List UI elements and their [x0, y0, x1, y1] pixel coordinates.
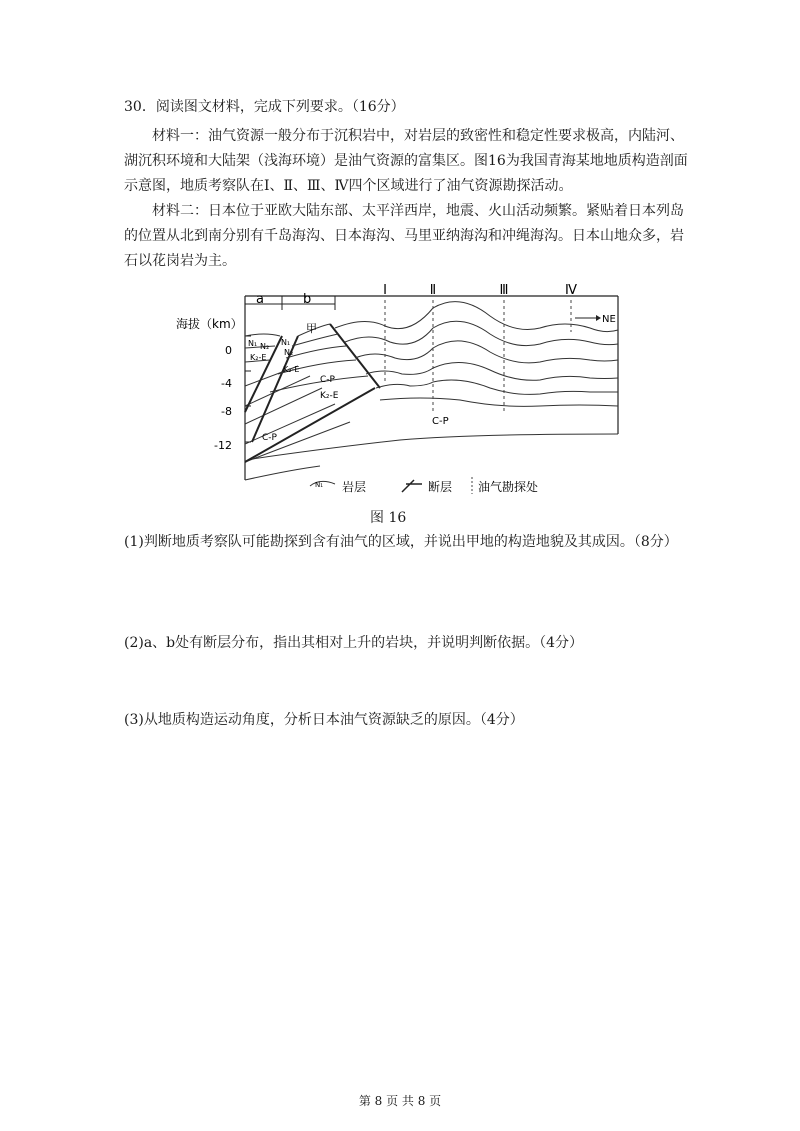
layer-label: K₂-E	[250, 353, 267, 362]
layer-label: C-P	[320, 375, 335, 385]
layer-label: K₂-E	[320, 391, 339, 401]
direction-label: NE	[602, 314, 616, 325]
legend-exploration: 油气勘探处	[478, 480, 539, 494]
ytick-label: -12	[214, 439, 232, 452]
rock-layer	[245, 404, 335, 444]
figure-caption: 图 16	[370, 510, 407, 526]
base-layer	[245, 466, 320, 480]
layer-label: N₂	[284, 348, 294, 357]
ytick-label: 0	[225, 344, 232, 357]
fold-layer	[380, 398, 618, 406]
rock-layer	[245, 388, 322, 424]
region-label-I: Ⅰ	[383, 284, 387, 298]
layer-label: N₂	[260, 342, 270, 351]
arrow-head	[596, 315, 601, 321]
region-label-IV: Ⅳ	[565, 284, 577, 298]
fold-layer	[376, 380, 618, 394]
geologic-cross-section-figure	[170, 284, 630, 504]
sub-question-2: (2)a、b处有断层分布，指出其相对上升的岩块，并说明判断依据。（4分）	[124, 635, 584, 651]
ytick-label: -8	[221, 405, 232, 418]
base-layer	[252, 434, 618, 459]
ytick-label: -4	[221, 377, 232, 390]
region-label-II: Ⅱ	[429, 284, 437, 298]
legend-fault-icon	[402, 480, 422, 492]
cross-section-diagram	[170, 284, 630, 504]
legend-rock-layer: 岩层	[342, 480, 367, 494]
layer-label: N₁	[281, 338, 291, 347]
fold-layer	[366, 362, 618, 380]
fault-label-b: b	[303, 292, 312, 307]
page-footer: 第 8 页 共 8 页	[358, 1094, 442, 1108]
legend-fault: 断层	[428, 480, 453, 494]
layer-label: N₁	[248, 339, 258, 348]
sub-question-3: (3)从地质构造运动角度，分析日本油气资源缺乏的原因。（4分）	[124, 712, 524, 728]
question-title: 30．阅读图文材料，完成下列要求。（16分）	[124, 99, 405, 115]
sub-question-1: (1)判断地质考察队可能勘探到含有油气的区域，并说出甲地的构造地貌及其成因。（8分）	[124, 534, 678, 550]
region-label-III: Ⅲ	[499, 284, 509, 298]
rock-layer	[245, 422, 350, 462]
legend-rock-layer-symbol: N₁	[315, 481, 324, 489]
fold-layer	[355, 341, 618, 363]
fault-label-a: a	[256, 292, 264, 307]
material-two: 材料二：日本位于亚欧大陆东部、太平洋西岸，地震、火山活动频繁。紧贴着日本列岛的位置从北到南分别有千岛海沟、日本海沟、马里亚纳海沟和冲绳海沟。日本山地众多，岩石以花岗岩为主。	[124, 203, 684, 269]
fold-layer	[335, 302, 618, 332]
layer-label: C-P	[432, 416, 449, 427]
place-label-jia: 甲	[306, 322, 317, 335]
layer-label: C-P	[262, 433, 277, 443]
layer-label: K₂-E	[283, 365, 300, 374]
rock-layer	[286, 346, 346, 358]
yaxis-label: 海拔（km）	[176, 317, 243, 331]
material-one: 材料一：油气资源一般分布于沉积岩中，对岩层的致密性和稳定性要求极高，内陆河、湖沉积环境和大陆架（浅海环境）是油气资源的富集区。图16为我国青海某地地质构造剖面示意图，地质考察队在Ⅰ、Ⅱ、Ⅲ、Ⅳ四个区域进行了油气资源勘探活动。	[124, 128, 688, 194]
